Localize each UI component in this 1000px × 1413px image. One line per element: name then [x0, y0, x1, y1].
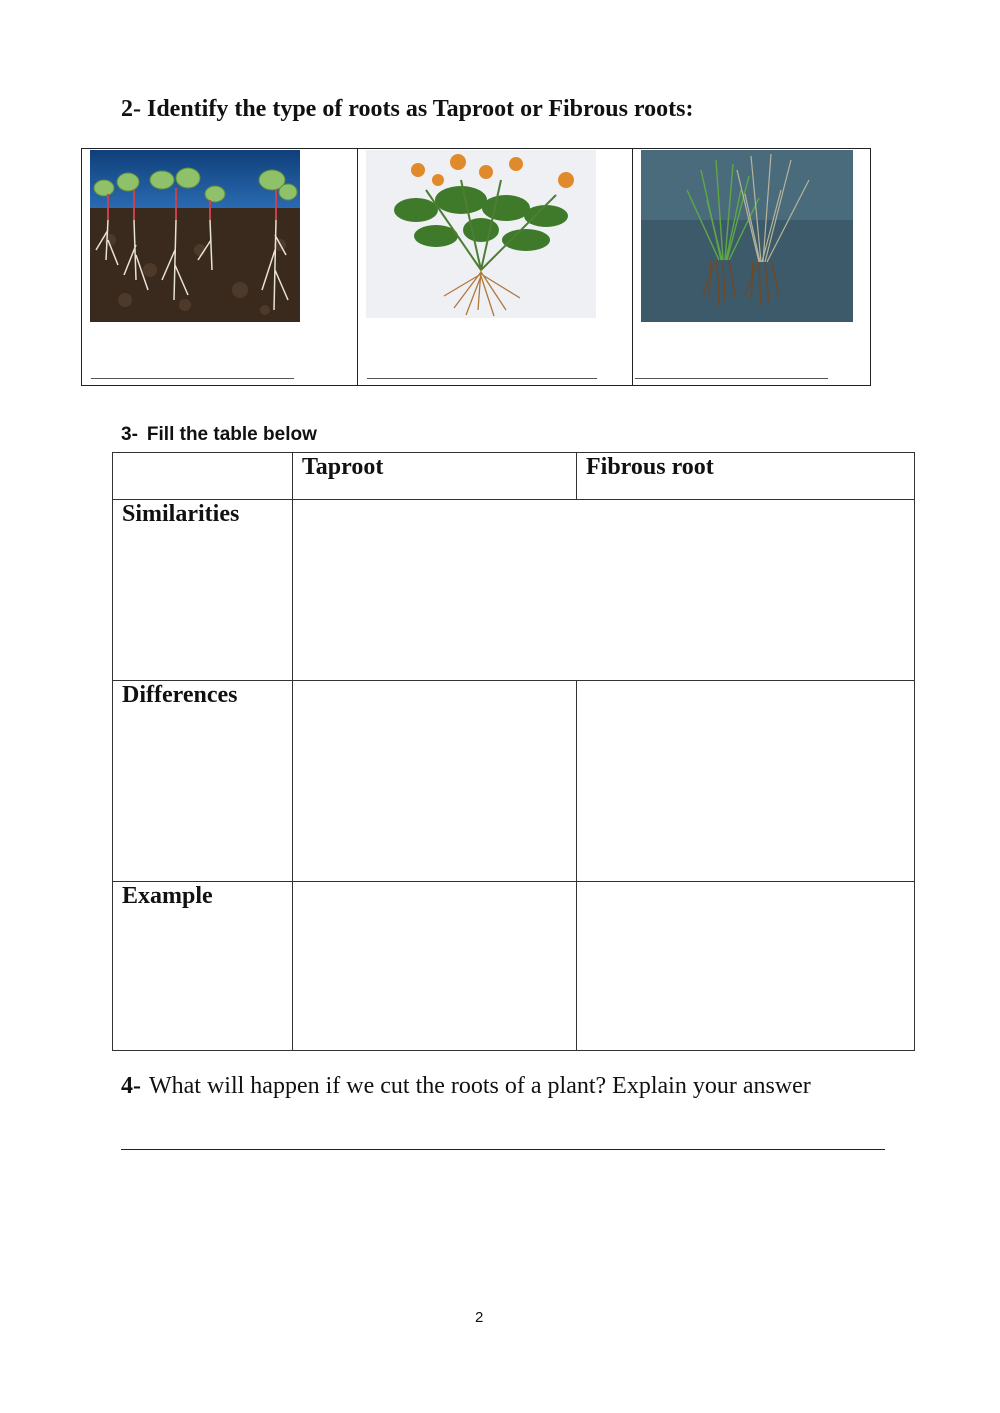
comparison-table — [112, 452, 915, 1051]
table-row — [113, 882, 915, 1051]
header-taproot: Taproot — [302, 454, 384, 480]
grass-clumps-photo — [641, 150, 853, 322]
question-3-title — [121, 424, 317, 446]
differences-taproot-cell[interactable] — [293, 681, 577, 882]
header-fibrous-root: Fibrous root — [586, 454, 714, 480]
header-cell-taproot — [293, 453, 577, 500]
image-cell-1 — [82, 149, 358, 386]
question-4-answer-line[interactable] — [121, 1149, 885, 1150]
row-label-similarities: Similarities — [122, 501, 240, 527]
radish-seedlings-photo — [90, 150, 300, 322]
row-label-cell — [113, 500, 293, 681]
image-cell-2 — [358, 149, 633, 386]
question-2-title: 2- Identify the type of roots as Taproot or Fibrous roots: — [121, 96, 694, 122]
row-label-example: Example — [122, 883, 213, 909]
question-4-text: What will happen if we cut the roots of a plant? Explain your answer — [149, 1073, 811, 1099]
example-taproot-cell[interactable] — [293, 882, 577, 1051]
header-cell-fibrous — [577, 453, 915, 500]
row-label-cell — [113, 882, 293, 1051]
table-header-row — [113, 453, 915, 500]
table-row — [113, 681, 915, 882]
question-4 — [121, 1073, 811, 1100]
question-3-number: 3- — [121, 424, 138, 445]
answer-line-2[interactable] — [367, 378, 597, 379]
question-3-text: Fill the table below — [146, 424, 317, 445]
similarities-answer-cell[interactable] — [293, 500, 915, 681]
row-label-cell — [113, 681, 293, 882]
row-label-differences: Differences — [122, 682, 238, 708]
differences-fibrous-cell[interactable] — [577, 681, 915, 882]
page-number: 2 — [475, 1309, 484, 1326]
image-cell-3 — [633, 149, 871, 386]
answer-line-3[interactable] — [635, 378, 828, 379]
example-fibrous-cell[interactable] — [577, 882, 915, 1051]
table-row — [113, 500, 915, 681]
root-images-table — [81, 148, 871, 386]
flowering-plant-roots-photo — [366, 150, 596, 318]
answer-line-1[interactable] — [91, 378, 294, 379]
header-cell-empty — [113, 453, 293, 500]
question-4-number: 4- — [121, 1073, 141, 1099]
